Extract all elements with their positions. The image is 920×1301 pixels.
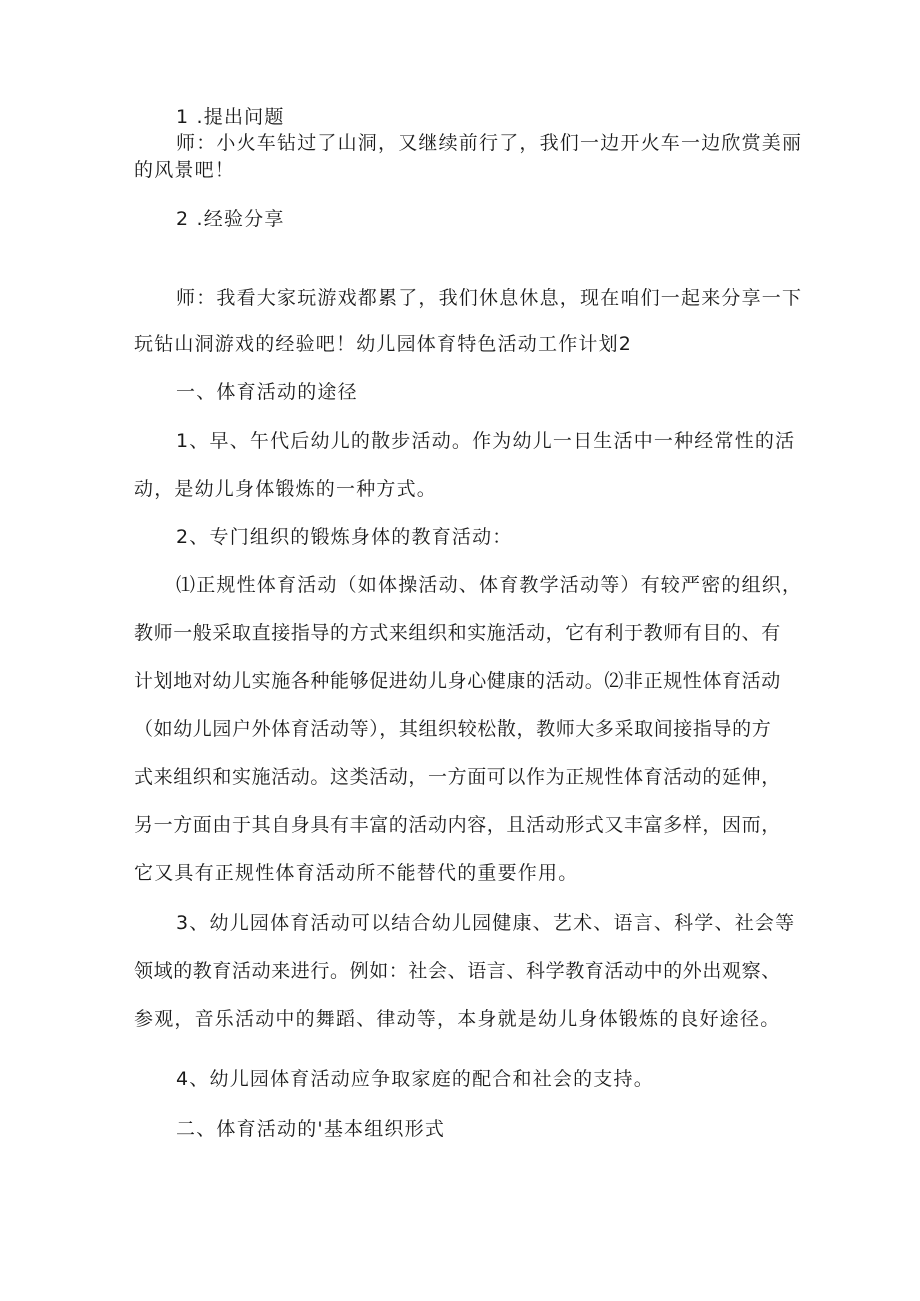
item1-paragraph-line2: 的风景吧！ [134,159,236,181]
paragraph-1-line1: 1、早、午代后幼儿的散步活动。作为幼儿一日生活中一种经常性的活 [176,430,796,452]
paragraph-2-line1: 2、专门组织的锻炼身体的教育活动： [176,526,513,548]
section-heading-1: 一、体育活动的途径 [176,381,358,403]
paragraph-3-line7: 它又具有正规性体育活动所不能替代的重要作用。 [134,862,579,884]
paragraph-3-line3: 计划地对幼儿实施各种能够促进幼儿身心健康的活动。⑵非正规性体育活动 [134,670,781,692]
paragraph-3-line5: 式来组织和实施活动。这类活动，一方面可以作为正规性体育活动的延伸， [134,766,781,788]
paragraph-4-line2: 领域的教育活动来进行。例如：社会、语言、科学教育活动中的外出观察、 [134,960,781,982]
paragraph-4-line1: 3、幼儿园体育活动可以结合幼儿园健康、艺术、语言、科学、社会等 [176,912,796,934]
item1-paragraph-line1: 师：小火车钻过了山洞，又继续前行了，我们一边开火车一边欣赏美丽 [176,132,803,154]
item2-paragraph-line2: 玩钻山洞游戏的经验吧！幼儿园体育特色活动工作计划2 [134,333,633,355]
item1-heading: 1 .提出问题 [176,106,285,128]
section-heading-2: 二、体育活动的'基本组织形式 [176,1118,446,1140]
paragraph-3-line2: 教师一般采取直接指导的方式来组织和实施活动，它有利于教师有目的、有 [134,622,781,644]
paragraph-5-line1: 4、幼儿园体育活动应争取家庭的配合和社会的支持。 [176,1068,654,1090]
item2-heading: 2 .经验分享 [176,208,285,230]
paragraph-4-line3: 参观，音乐活动中的舞蹈、律动等，本身就是幼儿身体锻炼的良好途径。 [134,1008,781,1030]
paragraph-3-line6: 另一方面由于其自身具有丰富的活动内容，且活动形式又丰富多样，因而， [134,814,781,836]
paragraph-3-line1: ⑴正规性体育活动（如体操活动、体育教学活动等）有较严密的组织， [176,574,803,596]
paragraph-3-line4: （如幼儿园户外体育活动等），其组织较松散，教师大多采取间接指导的方 [134,718,772,740]
item2-paragraph-line1: 师：我看大家玩游戏都累了，我们休息休息，现在咱们一起来分享一下 [176,287,803,309]
paragraph-1-line2: 动，是幼儿身体锻炼的一种方式。 [134,478,438,500]
